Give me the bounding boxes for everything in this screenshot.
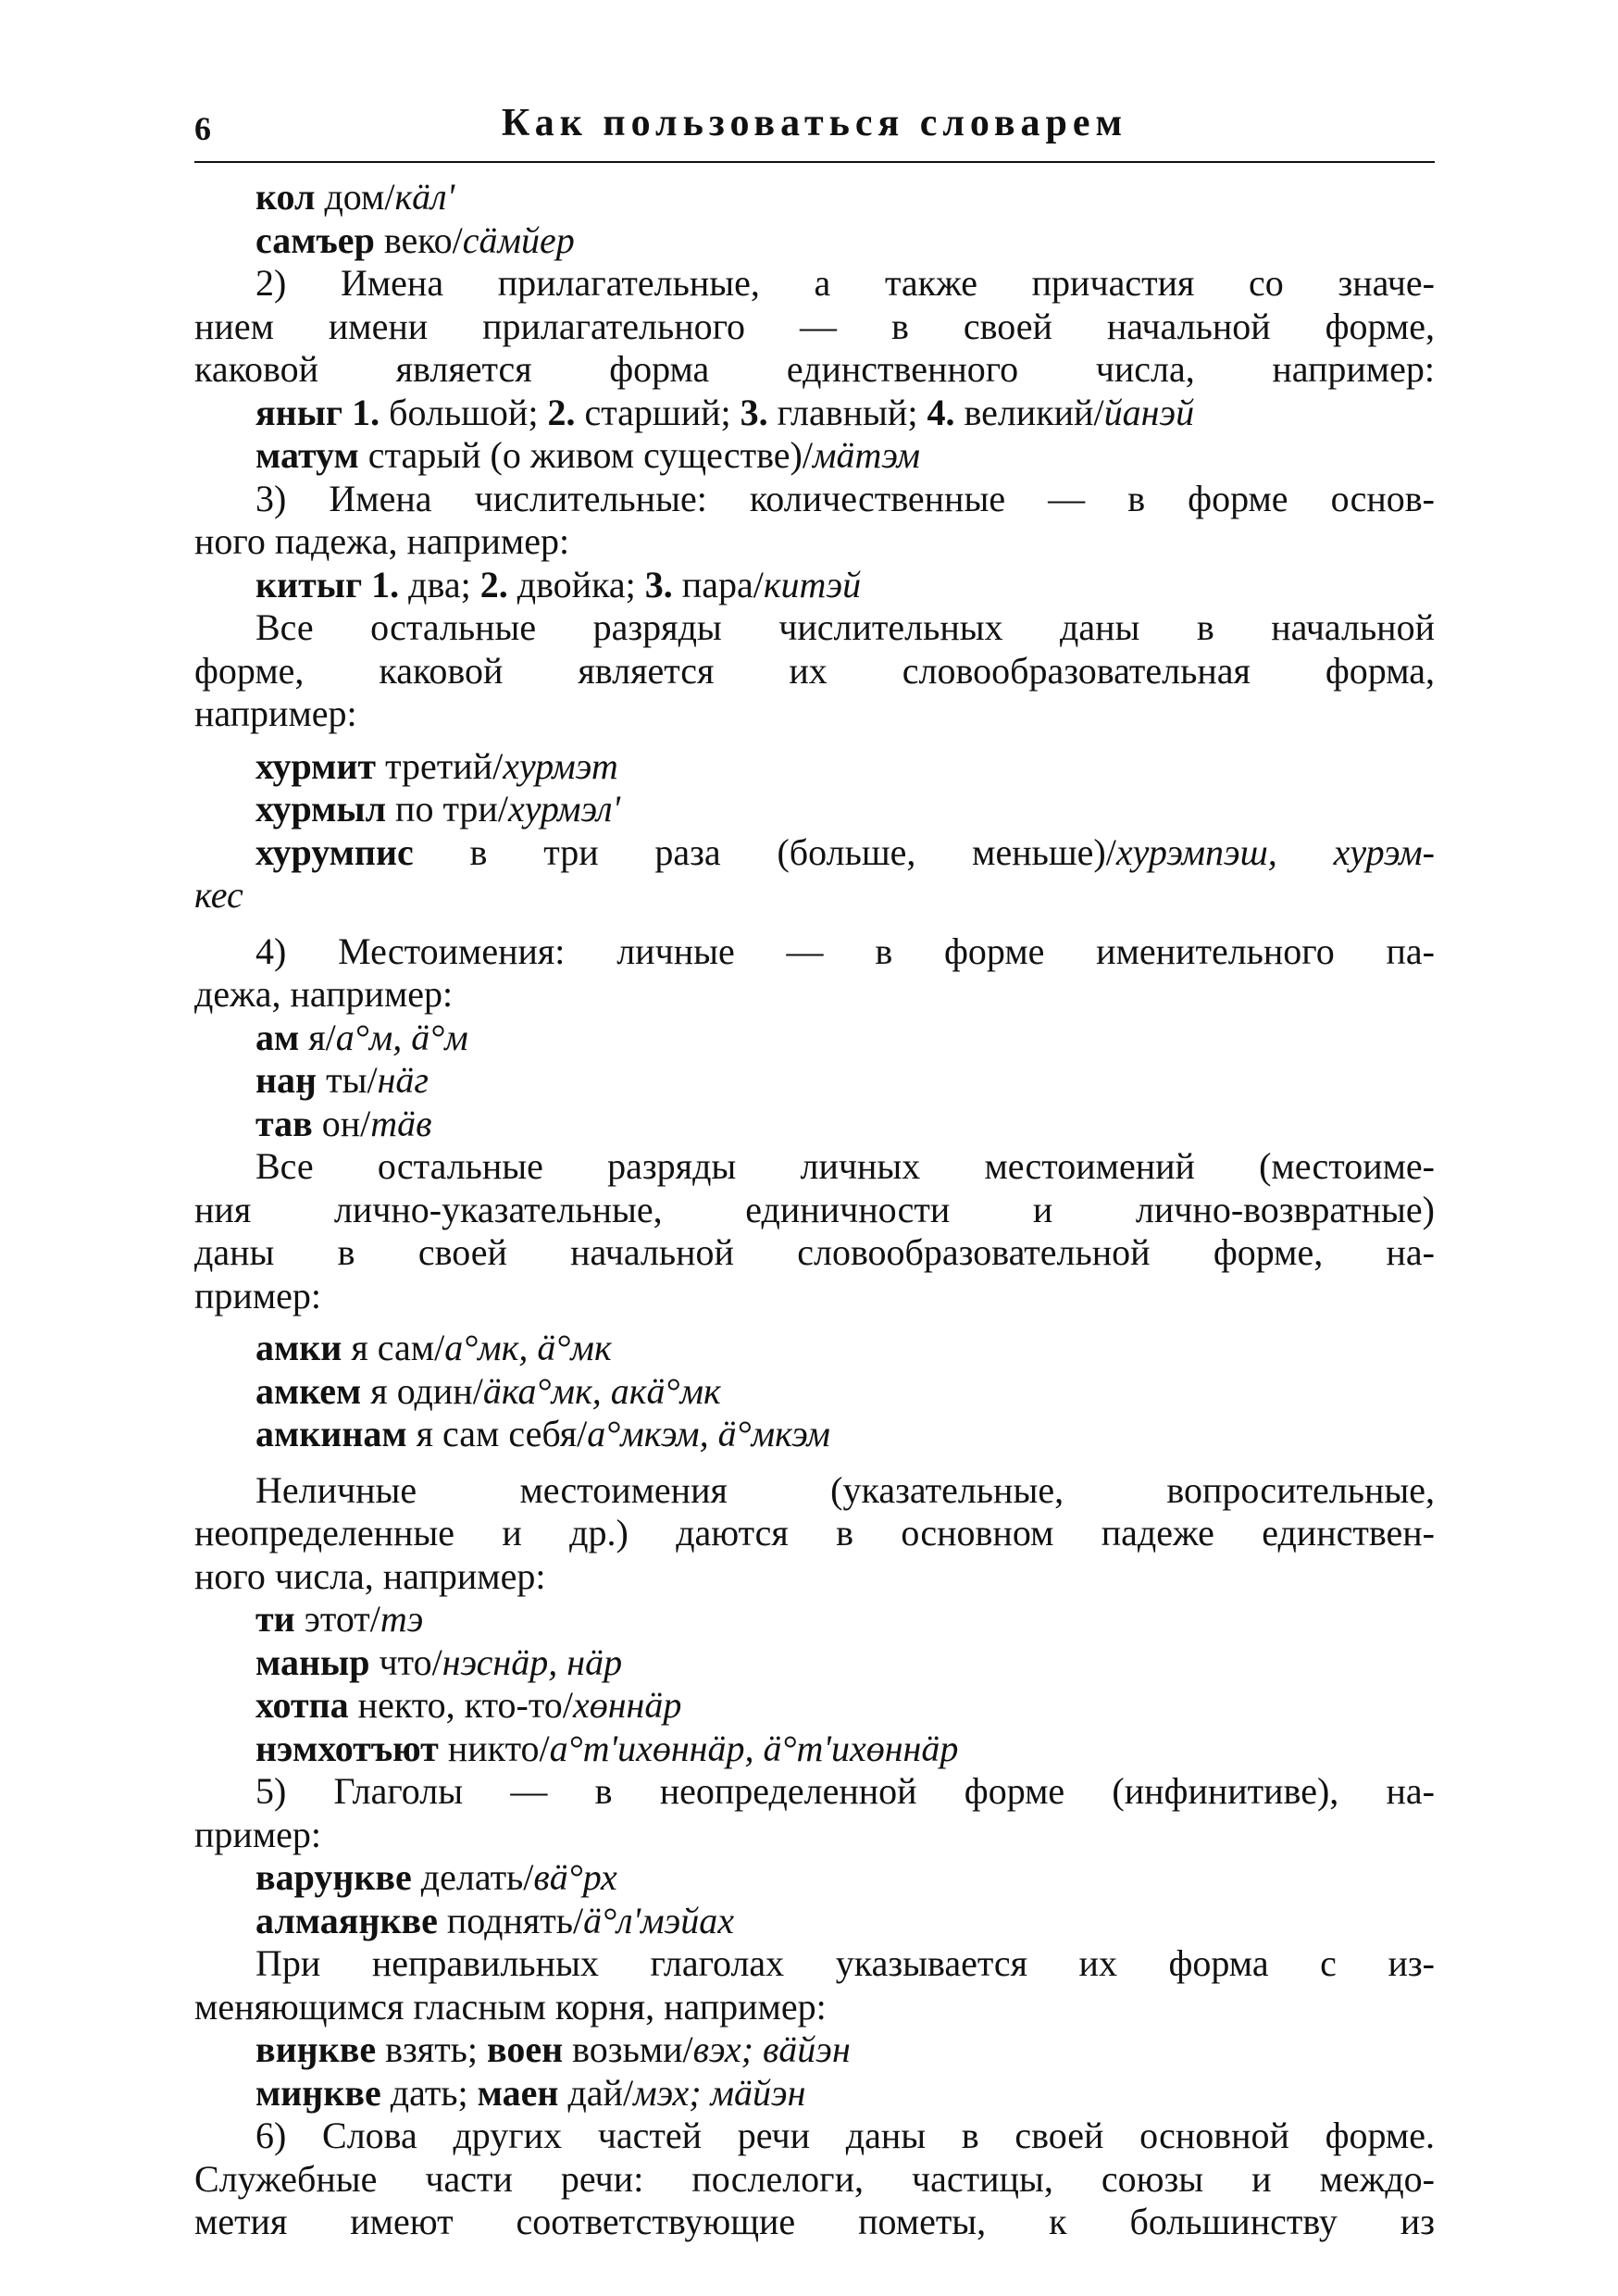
example-entry [194, 1598, 1435, 1641]
example-entry [194, 831, 1435, 875]
mansi-form: хурмэл' [507, 788, 621, 830]
translation: дом [315, 176, 385, 218]
separator: / [622, 2071, 634, 2114]
headword: амки [255, 1327, 342, 1368]
example-entry [194, 1370, 1435, 1414]
dictionary-page [194, 102, 1435, 2244]
paragraph-line: дежа, например: [194, 973, 454, 1015]
separator: / [577, 1413, 588, 1454]
paragraph-line: неопределенные и др.) даются в основном падеже единствен- [194, 1512, 1435, 1554]
sense-number: 3. [730, 391, 768, 433]
separator: / [753, 563, 764, 605]
mansi-form: тэ [380, 1598, 424, 1640]
separator: / [360, 1102, 371, 1144]
translation: в три раза (больше, меньше) [413, 830, 1106, 873]
translation: никто [438, 1727, 540, 1769]
example-entry [194, 2028, 1435, 2072]
headword: наӈ [255, 1059, 317, 1101]
headword: матум [255, 434, 359, 476]
headword: нэмхотъют [255, 1727, 439, 1769]
example-entry [194, 1327, 1435, 1370]
separator: / [802, 434, 813, 476]
paragraph-line: например: [194, 693, 357, 734]
example-entry [194, 745, 1435, 789]
paragraph-line: Служебные части речи: послелоги, частицы, союзы и междо- [194, 2157, 1435, 2200]
header-rule [194, 161, 1435, 163]
paragraph-line: метия имеют соответствующие пометы, к большинству из [194, 2201, 1435, 2242]
mansi-form: вӓ°рх [533, 1856, 617, 1898]
translation: главный; [767, 391, 918, 433]
headword: ти [255, 1598, 295, 1640]
translation: некто, кто-то [348, 1684, 563, 1726]
example-entry [194, 1641, 1435, 1685]
separator: / [325, 1016, 336, 1058]
translation: что [369, 1641, 432, 1683]
sense-number: 3. [635, 563, 673, 605]
translation: большой; [380, 391, 539, 433]
paragraph-line: нием имени прилагательного — в своей начальной форме, [194, 305, 1435, 347]
mansi-form: кес [194, 874, 243, 916]
mansi-form: мэх; мӓйэн [633, 2071, 806, 2114]
mansi-form: нӓг [377, 1059, 429, 1101]
translation: два; [399, 563, 471, 605]
translation: я сам [342, 1327, 435, 1368]
translation: дать; [380, 2071, 478, 2114]
separator: / [434, 1327, 445, 1368]
separator: / [682, 2028, 693, 2070]
paragraph-line: Все остальные разряды личных местоимений (местоиме- [255, 1145, 1435, 1187]
separator: / [472, 1369, 483, 1412]
mansi-form: а°м, ӓ°м [335, 1016, 468, 1058]
translation: старый (о живом существе) [358, 434, 803, 476]
separator: / [1105, 830, 1116, 873]
example-entry-continued [194, 874, 1435, 917]
paragraph-line: При неправильных глаголах указывается их форма с из- [255, 1942, 1435, 1984]
headword: кол [255, 176, 316, 218]
example-entry [194, 1684, 1435, 1728]
headword: варуӈкве [255, 1856, 412, 1898]
separator: / [539, 1727, 550, 1769]
translation: ты [317, 1059, 367, 1101]
example-entry [194, 2072, 1435, 2115]
sense-number: 1. [342, 391, 380, 433]
translation: двойка; [507, 563, 636, 605]
headword: виӈкве [255, 2028, 377, 2070]
mansi-form: йанэй [1103, 391, 1195, 433]
paragraph-line: ного падежа, например: [194, 520, 570, 562]
running-head [194, 102, 1435, 157]
page-number: 6 [194, 110, 211, 147]
translation: по три [386, 788, 498, 830]
example-entry [194, 788, 1435, 831]
headword: алмаяӈкве [255, 1899, 438, 1941]
translation: я один [361, 1369, 473, 1412]
separator: / [367, 1059, 378, 1101]
example-entry [194, 434, 1435, 478]
translation: возьми [563, 2028, 683, 2070]
paragraph-line: 4) Местоимения: личные — в форме именительного па- [255, 930, 1435, 972]
translation: взять; [376, 2028, 488, 2070]
example-entry [194, 1103, 1435, 1146]
headword: ам [255, 1016, 300, 1058]
paragraph-line: 6) Слова других частей речи даны в своей основной форме. [255, 2115, 1435, 2156]
example-entry [194, 1728, 1435, 1771]
translation: поднять [437, 1899, 573, 1941]
mansi-form: нэснӓр, нӓр [442, 1641, 623, 1683]
mansi-form: а°т'ихөннӓр, ӓ°т'ихөннӓр [549, 1727, 959, 1769]
paragraph-line: Все остальные разряды числительных даны в начальной [255, 606, 1435, 648]
paragraph-line: форме, каковой является их словообразовательная форма, [194, 649, 1435, 692]
paragraph-line: ния лично-указательные, единичности и лично-возвратные) [194, 1188, 1435, 1230]
translation: третий [376, 744, 493, 787]
separator: / [452, 218, 463, 261]
separator: / [562, 1684, 573, 1726]
translation: делать [411, 1856, 524, 1898]
mansi-form: сӓмйер [462, 218, 575, 261]
headword: амкем [255, 1369, 362, 1412]
sense-number: 4. [917, 391, 955, 433]
paragraph-line: Неличные местоимения (указательные, вопросительные, [255, 1468, 1435, 1511]
separator: / [523, 1856, 534, 1898]
example-entry [194, 564, 1435, 607]
headword: воен [487, 2028, 564, 2070]
mansi-form: ӓка°мк, акӓ°мк [482, 1369, 721, 1412]
headword: тав [255, 1102, 313, 1144]
translation: пара [672, 563, 753, 605]
headword: яныг [255, 391, 343, 433]
separator: / [492, 744, 504, 787]
mansi-form: тӓв [370, 1102, 432, 1144]
example-entry [194, 1900, 1435, 1943]
page-title: Как пользоваться словарем [501, 102, 1128, 144]
example-entry [194, 1413, 1435, 1456]
mansi-form: кӓл' [394, 176, 455, 218]
separator: / [384, 176, 395, 218]
example-entry [194, 1856, 1435, 1900]
headword: хотпа [255, 1684, 349, 1726]
mansi-form: вэх; вӓйэн [692, 2028, 851, 2070]
paragraph-line: каковой является форма единственного числа, например: [194, 348, 1435, 390]
separator: / [369, 1598, 380, 1640]
mansi-form: китэй [763, 563, 862, 605]
translation: я сам себя [406, 1413, 578, 1454]
separator: / [1093, 391, 1104, 433]
example-entry [194, 176, 1435, 219]
mansi-form: хурмэт [503, 744, 618, 787]
separator: / [497, 788, 508, 830]
sense-number: 1. [362, 563, 400, 605]
paragraph-line: 5) Глаголы — в неопределенной форме (инфинитиве), на- [255, 1770, 1435, 1812]
separator: / [431, 1641, 442, 1683]
translation: он [312, 1102, 361, 1144]
translation: этот [294, 1598, 370, 1640]
headword: хурумпис [255, 830, 414, 873]
mansi-form: хурэмпэш, хурэм- [1115, 830, 1435, 873]
paragraph-line: пример: [194, 1274, 321, 1316]
mansi-form: мӓтэм [812, 434, 920, 476]
paragraph-line: 2) Имена прилагательные, а также причастия со значе- [255, 262, 1435, 304]
headword: маен [477, 2071, 559, 2114]
separator: / [573, 1899, 584, 1941]
translation: веко [374, 218, 453, 261]
mansi-form: а°мкэм, ӓ°мкэм [587, 1413, 830, 1454]
sense-number: 2. [470, 563, 508, 605]
example-entry [194, 219, 1435, 263]
headword: маныр [255, 1641, 370, 1683]
paragraph-line: меняющимся гласным корня, например: [194, 1985, 827, 2028]
translation: я [299, 1016, 326, 1058]
headword: китыг [255, 563, 363, 605]
headword: хурмыл [255, 788, 387, 830]
paragraph-line: пример: [194, 1813, 321, 1855]
translation: старший; [575, 391, 731, 433]
headword: амкинам [255, 1413, 407, 1454]
mansi-form: а°мк, ӓ°мк [444, 1327, 612, 1368]
example-entry [194, 392, 1435, 435]
headword: миӈкве [255, 2071, 381, 2114]
example-entry [194, 1017, 1435, 1060]
headword: самъер [255, 218, 375, 261]
headword: хурмит [255, 744, 377, 787]
paragraph-line: ного числа, например: [194, 1554, 546, 1597]
translation: великий [954, 391, 1094, 433]
translation: дай [558, 2071, 623, 2114]
example-entry [194, 1059, 1435, 1103]
paragraph-line: 3) Имена числительные: количественные — в форме основ- [255, 477, 1435, 519]
mansi-form: ӓ°л'мэйах [583, 1899, 735, 1941]
sense-number: 2. [538, 391, 576, 433]
mansi-form: хөннӓр [572, 1684, 682, 1726]
paragraph-line: даны в своей начальной словообразовательной форме, на- [194, 1231, 1435, 1273]
